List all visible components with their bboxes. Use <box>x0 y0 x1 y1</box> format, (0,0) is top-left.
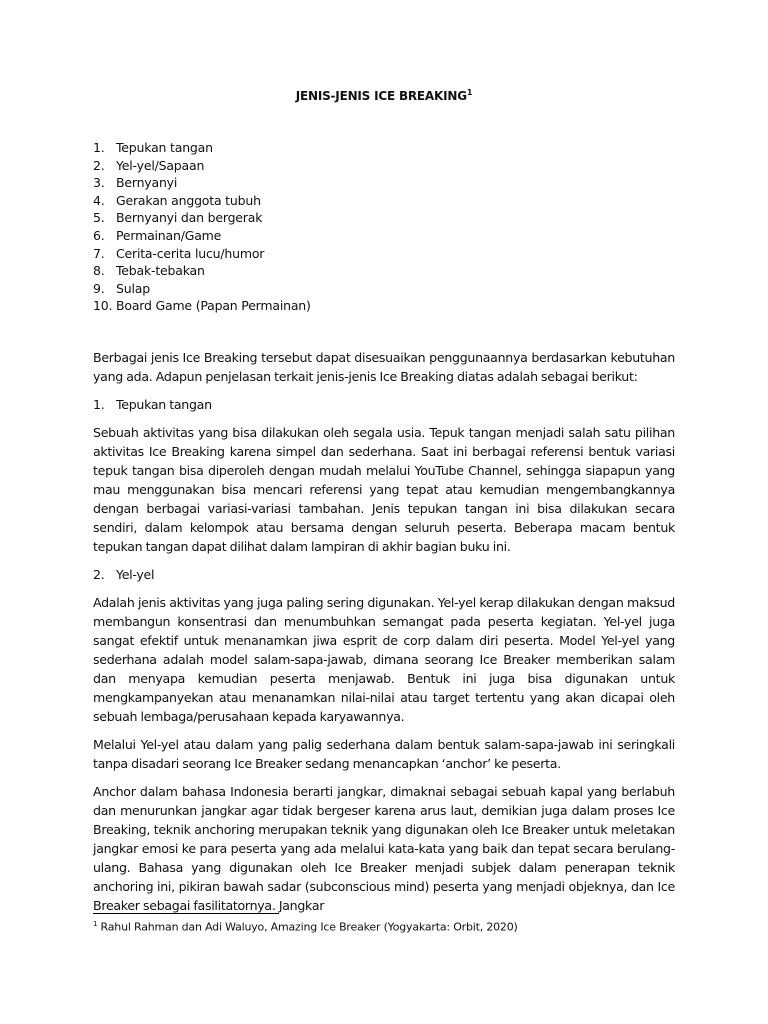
title-text: JENIS-JENIS ICE BREAKING <box>295 89 467 103</box>
list-item: 6. Permainan/Game <box>93 227 222 243</box>
section-heading-tepukan-tangan: 1. Tepukan tangan <box>93 397 212 412</box>
list-item: 3. Bernyanyi <box>93 175 178 191</box>
footnote <box>93 920 518 934</box>
intro-paragraph: Berbagai jenis Ice Breaking tersebut dapat disesuaikan penggunaannya berdasarkan kebutuhan yang ada. Adapun penjelasan terkait jenis-jenis Ice Breaking diatas adalah sebagai berikut: <box>93 350 675 384</box>
title-footnote-mark: 1 <box>466 88 473 97</box>
yel-yel-paragraph: Adalah jenis aktivitas yang juga paling sering digunakan. Yel-yel kerap dilakukan dengan maksud membangun konsentrasi dan menumbuhkan semangat pada peserta kegiatan. Yel-yel juga sangat efektif untuk menanamkan jiwa esprit de corp dalam diri peserta. Model Yel-yel yang sederhana adalah model salam-sapa-jawab, dimana seorang Ice Breaker memberikan salam dan menyapa kemudian peserta menjawab. Bentuk ini juga bisa digunakan untuk mengkampanyekan atau menanamkan nilai-nilai atau target tertentu yang akan dicapai oleh sebuah lembaga/perusahaan kepada karyawannya. <box>93 595 675 724</box>
list-item: 2. Yel-yel/Sapaan <box>93 157 205 173</box>
anchor-definition-paragraph: Anchor dalam bahasa Indonesia berarti jangkar, dimaknai sebagai sebuah kapal yang berlabuh dan menurunkan jangkar agar tidak bergeser karena arus laut, demikian juga dalam proses Ice Breaking, teknik anchoring merupakan teknik yang digunakan oleh Ice Breaker untuk meletakan jangkar emosi ke para peserta yang ada melalui kata-kata yang baik dan tepat secara berulang-ulang. Bahasa yang digunakan oleh Ice Breaker menjadi subjek dalam penerapan teknik anchoring ini, pikiran bawah sadar (subconscious mind) peserta yang menjadi objeknya, dan Ice Breaker sebagai fasilitatornya. Jangkar <box>93 784 675 913</box>
list-item: 7. Cerita-cerita lucu/humor <box>93 245 265 261</box>
footnote-text: Rahul Rahman dan Adi Waluyo, Amazing Ice Breaker (Yogyakarta: Orbit, 2020) <box>97 920 518 934</box>
ice-breaking-list <box>93 139 311 315</box>
section-heading-yel-yel: 2. Yel-yel <box>93 567 155 582</box>
list-item: 10. Board Game (Papan Permainan) <box>93 298 311 314</box>
list-item: 5. Bernyanyi dan bergerak <box>93 210 263 226</box>
yel-yel-anchor-paragraph: Melalui Yel-yel atau dalam yang palig sederhana dalam bentuk salam-sapa-jawab ini seringkali tanpa disadari seorang Ice Breaker sedang menancapkan ‘anchor’ ke peserta. <box>93 737 675 771</box>
list-item: 4. Gerakan anggota tubuh <box>93 192 261 208</box>
document-body <box>93 348 675 924</box>
footnote-divider <box>93 913 279 914</box>
list-item: 9. Sulap <box>93 280 150 296</box>
document-title <box>0 88 768 103</box>
list-item: 1. Tepukan tangan <box>93 140 213 155</box>
list-item: 8. Tebak-tebakan <box>93 263 205 279</box>
footnote-mark: 1 <box>93 920 98 928</box>
tepukan-tangan-paragraph: Sebuah aktivitas yang bisa dilakukan oleh segala usia. Tepuk tangan menjadi salah satu pilihan aktivitas Ice Breaking karena simpel dan sederhana. Saat ini berbagai referensi bentuk variasi tepuk tangan bisa diperoleh dengan mudah melalui YouTube Channel, sehingga siapapun yang mau menggunakan bisa mencari referensi yang tepat atau kemudian mengembangkannya dengan berbagai variasi-variasi tambahan. Jenis tepukan tangan ini bisa dilakukan secara sendiri, dalam kelompok atau bersama dengan seluruh peserta. Beberapa macam bentuk tepukan tangan dapat dilihat dalam lampiran di akhir bagian buku ini. <box>93 425 675 554</box>
